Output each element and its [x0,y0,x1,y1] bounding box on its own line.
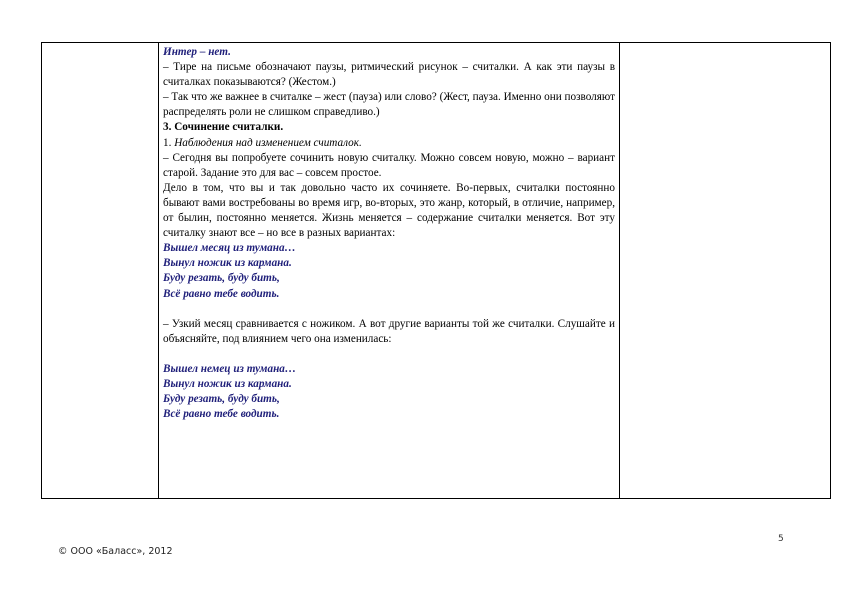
subheading [163,136,615,151]
spacer [163,347,615,362]
poem-line: Вышел немец из тумана… [163,362,297,375]
poem-line: Вынул ножик из кармана. [163,377,292,390]
subheading-number: 1. [163,136,175,149]
poem-line: Вышел месяц из тумана… [163,242,296,255]
paragraph-1: – Тире на письме обозначают паузы, ритмический рисунок – считалки. А как эти паузы в считалках показываются? (Жестом.) [163,61,615,89]
copyright-footer: © ООО «Баласс», 2012 [58,546,173,557]
intro-line: Интер – нет. [163,46,231,58]
right-cell [620,43,831,499]
page-number: 5 [778,534,784,544]
content-text [159,43,619,422]
section-heading: 3. Сочинение считалки. [163,121,284,134]
poem-2 [163,362,615,422]
poem-line: Всё равно тебе водить. [163,287,280,300]
table-row [42,43,831,499]
poem-line: Буду резать, буду бить, [163,392,280,405]
paragraph-2: – Так что же важнее в считалке – жест (пауза) или слово? (Жест, пауза. Именно они позволяют распределять роли не слишком справедливо.) [163,91,615,119]
poem-1 [163,241,615,301]
lesson-table [41,42,831,499]
poem-line: Вынул ножик из кармана. [163,257,292,270]
subheading-text: Наблюдения над изменением считалок. [174,136,362,149]
content-cell [159,43,620,499]
paragraph-4: Дело в том, что вы и так довольно часто их сочиняете. Во-первых, считалки постоянно бывают вами востребованы во время игр, во-вторых, это жанр, который, в отличие, например, от былин, постоянно меняется. Жизнь меняется – содержание считалки меняется. Вот эту считалку знают все – но все в разных вариантах: [163,181,615,240]
paragraph-3: – Сегодня вы попробуете сочинить новую считалку. Можно совсем новую, можно – вариант старой. Задание это для вас – совсем простое. [163,151,615,179]
paragraph-5: – Узкий месяц сравнивается с ножиком. А вот другие варианты той же считалки. Слушайте и объясняйте, под влиянием чего она изменилась: [163,317,615,345]
left-cell [42,43,159,499]
poem-line: Буду резать, буду бить, [163,272,280,285]
spacer [163,302,615,317]
poem-line: Всё равно тебе водить. [163,408,280,421]
